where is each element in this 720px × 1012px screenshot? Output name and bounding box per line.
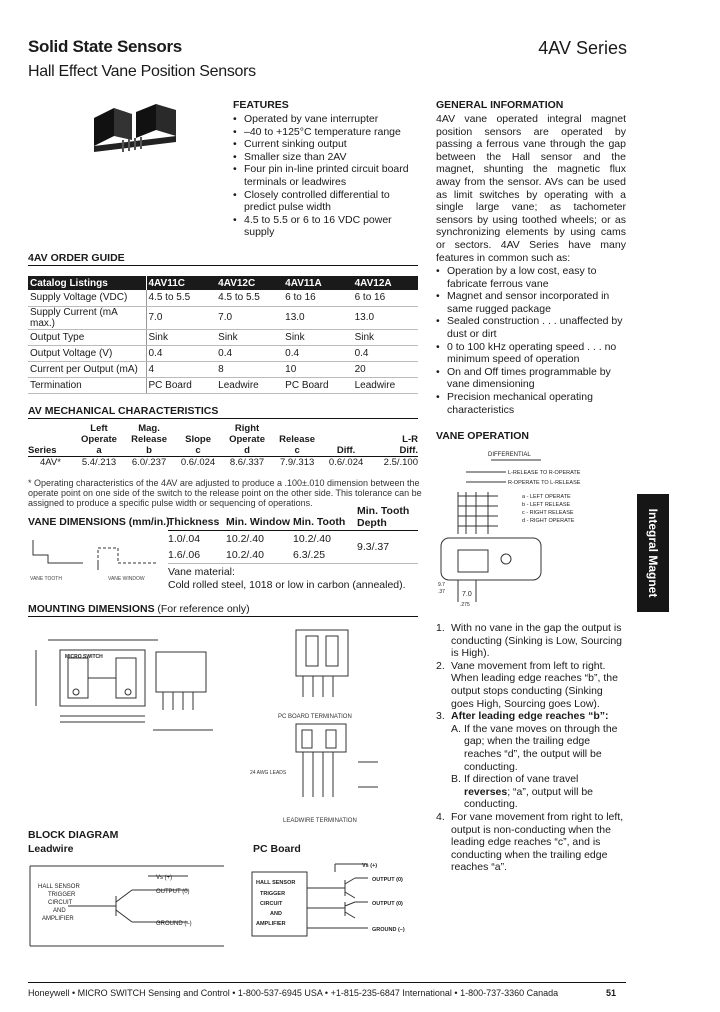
table-header-cell: c	[195, 445, 201, 456]
table-header-cell: Series	[28, 445, 57, 456]
list-item: • Four pin in-line printed circuit board terminals or leadwires	[233, 163, 418, 188]
fig-label: AND	[270, 911, 282, 917]
page-title: Solid State Sensors	[28, 37, 182, 56]
table-cell: 7.0	[216, 306, 283, 329]
table-row	[28, 329, 418, 345]
general-text: 4AV vane operated integral magnet position sensors are operated by passing a ferrous vane through the gap between the Hall sensor and the magnet, shunting the magnetic flux away from the sensor. AVs can be used as limit switches by operating with a single large vane; as tachometer sensors by using toothed wheels; or as synchronizing elements by using cams or sectors. 4AV Series have many features in common such as:	[436, 113, 626, 264]
vane-dims-col: Min. Tooth Depth	[357, 505, 410, 529]
fig-label: .275	[460, 602, 470, 608]
order-guide-heading: 4AV ORDER GUIDE	[28, 252, 125, 264]
table-header-cell	[322, 423, 370, 434]
block-pcboard-label: PC Board	[253, 843, 301, 855]
table-cell: Output Type	[28, 329, 146, 345]
features-heading: FEATURES	[233, 99, 289, 111]
divider	[28, 265, 418, 266]
divider	[28, 982, 626, 983]
page-number: 51	[606, 988, 617, 998]
table-header-cell	[272, 423, 322, 434]
order-guide-table	[28, 276, 418, 394]
fig-label: VANE WINDOW	[108, 576, 145, 582]
table-cell: 10.2/.40	[226, 533, 264, 545]
table-cell: 4	[146, 361, 216, 377]
leadwire-diagram	[28, 858, 228, 956]
table-cell: 6 to 16	[283, 290, 352, 306]
table-cell: 6 to 16	[353, 290, 418, 306]
table-cell: 0.4	[146, 345, 216, 361]
step-text: After leading edge reaches “b”:	[451, 710, 609, 723]
table-cell: Leadwire	[353, 377, 418, 393]
fig-label: CIRCUIT	[260, 901, 283, 907]
table-cell: 4.5 to 5.5	[216, 290, 283, 306]
table-cell: 4.5 to 5.5	[146, 290, 216, 306]
product-photo	[92, 96, 182, 159]
table-cell: 5.4/.213	[81, 457, 117, 468]
list-item	[436, 710, 626, 811]
table-cell: 0.6/.024	[180, 457, 216, 468]
list-item: • Current sinking output	[233, 138, 418, 151]
fig-label: VANE TOOTH	[30, 576, 62, 582]
table-cell: Termination	[28, 377, 146, 393]
table-cell: 10	[283, 361, 352, 377]
step-text: If the vane moves on through the gap; when the trailing edge reaches “d”, the output will be conducting.	[464, 722, 618, 773]
table-header-cell: Slope	[185, 434, 211, 445]
block-leadwire-label: Leadwire	[28, 843, 74, 855]
fig-label: d - RIGHT OPERATE	[522, 518, 575, 524]
fig-label: .37	[438, 589, 445, 595]
list-item: • –40 to +125°C temperature range	[233, 126, 418, 139]
step-text: For vane movement from right to left, output is non-conducting when the leading edge reaches “c”, and is conducting when the trailing edge reaches “a”.	[451, 810, 624, 874]
step-number: A.	[451, 722, 461, 735]
table-cell: Supply Voltage (VDC)	[28, 290, 146, 306]
table-header-cell: Catalog Listings	[28, 276, 146, 290]
vane-op-diagram	[436, 446, 631, 614]
table-cell: 9.3/.37	[357, 541, 390, 553]
table-header-cell: Right	[234, 423, 260, 434]
table-row	[28, 377, 418, 393]
list-item: • 0 to 100 kHz operating speed . . . no minimum speed of operation	[436, 341, 626, 366]
pcboard-diagram	[250, 858, 425, 956]
mounting-heading: MOUNTING DIMENSIONS	[28, 603, 155, 615]
fig-label: TRIGGER	[260, 891, 286, 897]
general-heading: GENERAL INFORMATION	[436, 99, 564, 111]
table-cell: 6.0/.237	[131, 457, 167, 468]
table-row	[28, 361, 418, 377]
fig-label: CIRCUIT	[48, 900, 73, 906]
fig-label: GROUND (–)	[156, 921, 192, 927]
table-cell: Current per Output (mA)	[28, 361, 146, 377]
table-cell: 20	[353, 361, 418, 377]
table-header-cell: 4AV11A	[283, 276, 352, 290]
step-text-bold: reverses	[464, 785, 508, 798]
step-number: 1.	[436, 622, 445, 634]
table-cell: Supply Current (mA max.)	[28, 306, 146, 329]
step-text: If direction of vane travel	[464, 773, 579, 786]
fig-label: AND	[53, 908, 66, 914]
table-header-row	[28, 445, 418, 457]
section-tab	[637, 494, 669, 612]
list-item: • 4.5 to 5.5 or 6 to 16 VDC power supply	[233, 214, 418, 239]
table-cell: 6.3/.25	[293, 549, 326, 561]
table-header-cell: Operate	[81, 434, 117, 445]
fig-label: OUTPUT (0)	[372, 877, 403, 883]
table-cell: 0.4	[353, 345, 418, 361]
vane-dims-col: Thickness	[168, 516, 220, 528]
table-row	[28, 345, 418, 361]
table-header-cell: Release	[131, 434, 168, 445]
section-tab-label: Integral Magnet	[646, 508, 660, 598]
table-cell: Sink	[283, 329, 352, 345]
divider	[28, 418, 418, 419]
table-cell: 0.6/.024	[328, 457, 364, 468]
fig-label: c - RIGHT RELEASE	[522, 510, 574, 516]
table-header-cell	[28, 434, 74, 445]
divider	[168, 563, 418, 564]
fig-label: a - LEFT OPERATE	[522, 494, 571, 500]
table-cell: 0.4	[283, 345, 352, 361]
list-item: • Smaller size than 2AV	[233, 151, 418, 164]
table-header-cell: Diff.	[399, 445, 418, 456]
table-cell: 4AV*	[40, 457, 61, 468]
fig-label: 24 AWG LEADS	[250, 770, 287, 776]
table-header-cell	[370, 423, 418, 434]
operation-steps	[436, 622, 626, 874]
table-cell: PC Board	[283, 377, 352, 393]
table-header-cell: b	[146, 445, 152, 456]
table-row	[28, 290, 418, 306]
table-cell: 8	[216, 361, 283, 377]
mechanical-heading: AV MECHANICAL CHARACTERISTICS	[28, 405, 219, 417]
list-item: • Sealed construction . . . unaffected by dust or dirt	[436, 315, 626, 340]
divider	[28, 616, 418, 617]
mechanical-footnote: * Operating characteristics of the 4AV are adjusted to produce a .100±.010 dimension between the operate point on one side of the switch to the release point on the other side. This tolerance can be assigned to produce a specific pulse width or sequencing of operations.	[28, 478, 422, 508]
table-header-cell: Operate	[229, 434, 265, 445]
sub-step	[451, 723, 626, 773]
footer-text: Honeywell • MICRO SWITCH Sensing and Control • 1-800-537-6945 USA • +1-815-235-6847 International • 1-800-737-3360 Canada	[28, 988, 559, 998]
table-header-cell	[28, 423, 74, 434]
table-cell: Leadwire	[216, 377, 283, 393]
table-cell: 13.0	[283, 306, 352, 329]
step-text: With no vane in the gap the output is conducting (Sinking is Low, Sourcing is High).	[451, 622, 623, 660]
table-header-row	[28, 276, 418, 290]
vane-dims-figure	[28, 530, 163, 588]
fig-label: DIFFERENTIAL	[488, 452, 531, 458]
table-header-row	[28, 434, 418, 445]
mounting-drawing	[28, 622, 428, 830]
table-cell: 13.0	[353, 306, 418, 329]
list-item: • On and Off times programmable by vane dimensioning	[436, 366, 626, 391]
vane-dims-col: Min. Window	[226, 516, 291, 528]
table-cell: PC Board	[146, 377, 216, 393]
fig-label: L-RELEASE TO R-OPERATE	[508, 470, 581, 476]
step-number: B.	[451, 773, 461, 786]
fig-label: HALL SENSOR	[38, 884, 80, 890]
vane-dims-heading: VANE DIMENSIONS (mm/in.)	[28, 516, 170, 528]
table-cell: Sink	[146, 329, 216, 345]
list-item: • Operated by vane interrupter	[233, 113, 418, 126]
page-subtitle: Hall Effect Vane Position Sensors	[28, 63, 256, 80]
block-heading: BLOCK DIAGRAM	[28, 829, 119, 841]
mounting-note: (For reference only)	[157, 603, 250, 615]
vane-material: Cold rolled steel, 1018 or low in carbon (annealed).	[168, 579, 406, 591]
divider	[168, 530, 418, 531]
table-header-cell: Diff.	[336, 445, 356, 456]
fig-label: TRIGGER	[48, 892, 76, 898]
step-text: Vane movement from left to right. When leading edge reaches “b”, the output stops conducting (Sinking goes High, Sourcing goes Low).	[451, 659, 618, 710]
table-header-cell: a	[96, 445, 102, 456]
table-header-cell: 4AV12A	[353, 276, 418, 290]
table-header-cell: Left	[90, 423, 108, 434]
table-cell: 1.6/.06	[168, 549, 201, 561]
features-list	[233, 113, 418, 239]
table-cell: Sink	[216, 329, 283, 345]
table-cell: 0.4	[216, 345, 283, 361]
fig-label: 9.7	[438, 582, 445, 588]
list-item: • Closely controlled differential to predict pulse width	[233, 189, 418, 214]
fig-label: LEADWIRE TERMINATION	[283, 818, 357, 824]
table-header-cell: c	[294, 445, 300, 456]
fig-label: Vs (+)	[156, 875, 173, 881]
mounting-heading-wrap	[28, 603, 250, 616]
list-item	[436, 660, 626, 710]
fig-label: OUTPUT (0)	[156, 889, 190, 895]
vane-op-heading: VANE OPERATION	[436, 430, 529, 442]
table-header-cell	[174, 423, 222, 434]
fig-label: AMPLIFIER	[256, 921, 286, 927]
table-cell: 2.5/.100	[383, 457, 418, 468]
table-cell: 7.0	[146, 306, 216, 329]
table-row	[28, 306, 418, 329]
table-cell: 8.6/.337	[229, 457, 265, 468]
fig-label: MICRO SWITCH	[65, 654, 103, 660]
table-cell: 7.9/.313	[279, 457, 315, 468]
table-header-cell: Mag.	[138, 423, 160, 434]
table-header-cell	[322, 434, 370, 445]
fig-label: b - LEFT RELEASE	[522, 502, 571, 508]
list-item: • Operation by a low cost, easy to fabricate ferrous vane	[436, 265, 626, 290]
fig-label: HALL SENSOR	[256, 880, 296, 886]
table-cell: Output Voltage (V)	[28, 345, 146, 361]
series-name: 4AV Series	[538, 38, 627, 58]
fig-label: GROUND (–)	[372, 927, 405, 933]
fig-label: Vs (+)	[362, 863, 378, 869]
list-item	[436, 622, 626, 660]
step-text: ; “a”, output will be conducting.	[464, 785, 594, 811]
table-cell: 1.0/.04	[168, 533, 201, 545]
fig-label: R-OPERATE TO L-RELEASE	[508, 480, 581, 486]
step-number: 2.	[436, 659, 445, 672]
table-header-cell: 4AV11C	[146, 276, 216, 290]
general-list	[436, 265, 626, 416]
fig-label: 7.0	[462, 591, 472, 598]
fig-label: OUTPUT (0)	[372, 901, 403, 907]
table-header-row	[28, 423, 418, 434]
list-item: • Precision mechanical operating characteristics	[436, 391, 626, 416]
mechanical-table	[28, 423, 418, 468]
table-cell: Sink	[353, 329, 418, 345]
table-header-cell: L-R	[402, 434, 418, 445]
table-header-cell: d	[244, 445, 250, 456]
table-cell: 10.2/.40	[226, 549, 264, 561]
table-header-cell: 4AV12C	[216, 276, 283, 290]
vane-material-label: Vane material:	[168, 566, 235, 578]
table-header-cell: Release	[279, 434, 316, 445]
fig-label: PC BOARD TERMINATION	[278, 714, 352, 720]
step-number: 4.	[436, 810, 445, 823]
list-item	[436, 811, 626, 874]
table-row	[28, 457, 418, 469]
list-item: • Magnet and sensor incorporated in same rugged package	[436, 290, 626, 315]
step-number: 3.	[436, 710, 445, 723]
vane-dims-col: Min. Tooth	[293, 516, 346, 528]
fig-label: AMPLIFIER	[42, 916, 74, 922]
sub-step	[451, 773, 626, 811]
table-cell: 10.2/.40	[293, 533, 331, 545]
